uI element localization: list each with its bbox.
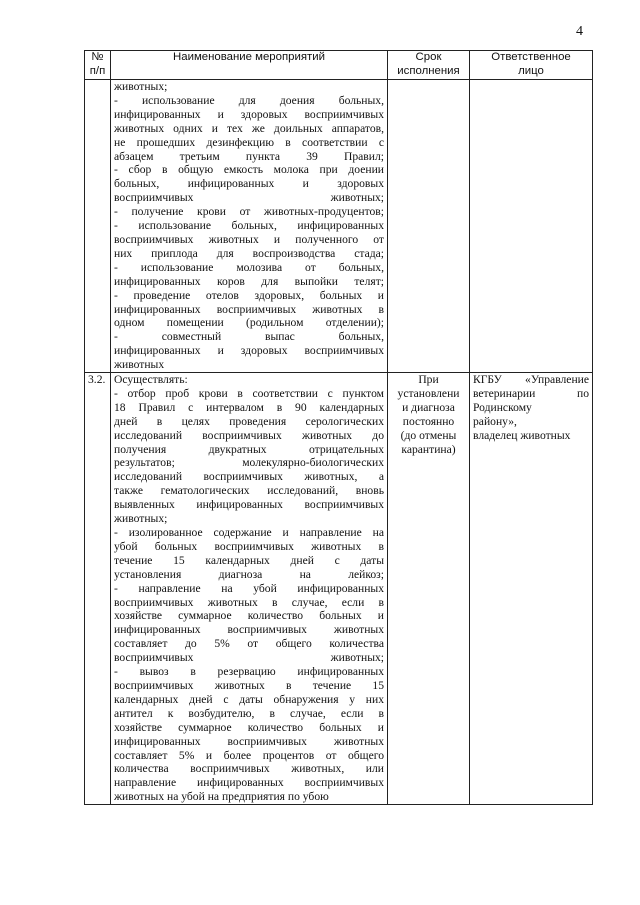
text-line: также гематологических исследований, вновь bbox=[114, 484, 384, 498]
text-line: календарных дней с даты обнаружения у них bbox=[114, 692, 384, 706]
text-line: инфицированных восприимчивых животных bbox=[114, 734, 384, 748]
text-line: Осуществлять: bbox=[114, 373, 188, 387]
text-line: хозяйстве суммарное количество больных и bbox=[114, 720, 384, 734]
header-responsible-line: лицо bbox=[518, 64, 544, 77]
text-line: инфицированных и здоровых восприимчивых bbox=[114, 344, 384, 358]
responsible-text bbox=[470, 80, 593, 373]
header-responsible bbox=[470, 51, 593, 80]
text-line: составляет до 5% от общего количества bbox=[114, 637, 384, 651]
text-line: инфицированных восприимчивых животных bbox=[114, 623, 384, 637]
text-line: убой больных восприимчивых животных в bbox=[114, 539, 384, 553]
text-line: животных одних и тех же доильных аппаратов, bbox=[114, 121, 384, 135]
text-line: инфицированных восприимчивых животных в bbox=[114, 302, 384, 316]
header-deadline-line: Срок bbox=[415, 51, 442, 63]
text-line: получения двукратных отрицательных bbox=[114, 442, 384, 456]
text-line: восприимчивых животных и полученного от bbox=[114, 232, 384, 246]
text-line: Родинскому bbox=[473, 400, 532, 414]
header-number-line: № bbox=[91, 51, 104, 63]
text-line: исследований восприимчивых животных, а bbox=[114, 470, 384, 484]
measures-table bbox=[84, 50, 593, 805]
text-line: восприимчивых животных; bbox=[114, 651, 384, 665]
header-deadline bbox=[388, 51, 470, 80]
measure-text bbox=[111, 373, 388, 805]
text-line: постоянно bbox=[402, 414, 455, 428]
header-responsible-line: Ответственное bbox=[491, 51, 571, 63]
text-line: больных, инфицированных и здоровых bbox=[114, 177, 384, 191]
text-line: району», bbox=[473, 414, 517, 428]
text-line: - сбор в общую емкость молока при доении bbox=[114, 163, 384, 177]
header-number-line: п/п bbox=[89, 64, 106, 77]
header-number bbox=[85, 51, 111, 80]
text-line: животных; bbox=[114, 512, 168, 526]
text-line: животных; bbox=[114, 80, 168, 93]
responsible-text bbox=[470, 373, 593, 805]
text-line: - использование больных, инфицированных bbox=[114, 219, 384, 233]
page-number: 4 bbox=[576, 24, 583, 39]
row-number: 3.2. bbox=[85, 373, 111, 805]
text-line: течение 15 календарных дней с даты bbox=[114, 553, 384, 567]
text-line: инфицированных и здоровых восприимчивых bbox=[114, 107, 384, 121]
text-line: 18 Правил с интервалом в 90 календарных bbox=[114, 400, 384, 414]
text-line: При bbox=[418, 373, 439, 387]
text-line: инфицированных коров для выпойки телят; bbox=[114, 274, 384, 288]
text-line: направление инфицированных восприимчивых bbox=[114, 776, 384, 790]
table-header-row bbox=[85, 51, 593, 80]
text-line: карантина) bbox=[401, 442, 456, 456]
text-line: восприимчивых животных; bbox=[114, 191, 384, 205]
text-line: них приплода для воспроизводства стада; bbox=[114, 246, 384, 260]
text-line: - вывоз в резервацию инфицированных bbox=[114, 665, 384, 679]
text-line: установлени bbox=[397, 386, 460, 400]
text-line: владелец животных bbox=[473, 428, 571, 442]
text-line: хозяйстве суммарное количество больных и bbox=[114, 609, 384, 623]
text-line: - проведение отелов здоровых, больных и bbox=[114, 288, 384, 302]
text-line: животных на убой на предприятия по убою bbox=[114, 790, 329, 804]
text-line: животных bbox=[114, 358, 165, 372]
text-line: (до отмены bbox=[400, 428, 457, 442]
text-line: - направление на убой инфицированных bbox=[114, 581, 384, 595]
text-line: количества восприимчивых животных, или bbox=[114, 762, 384, 776]
deadline-text bbox=[388, 373, 470, 805]
text-line: абзацем третьим пункта 39 Правил; bbox=[114, 149, 384, 163]
text-line: - изолированное содержание и направление на bbox=[114, 526, 384, 539]
text-line: - использование молозива от больных, bbox=[114, 260, 384, 274]
text-line: - использование для доения больных, bbox=[114, 93, 384, 107]
text-line: антител к возбудителю, в случае, если в bbox=[114, 706, 384, 720]
row-number bbox=[85, 80, 111, 373]
text-line: - отбор проб крови в соответствии с пунктом bbox=[114, 386, 384, 400]
text-line: и диагноза bbox=[402, 400, 455, 414]
text-line: - получение крови от животных-продуцентов; bbox=[114, 205, 384, 219]
deadline-text bbox=[388, 80, 470, 373]
measure-text bbox=[111, 80, 388, 373]
text-line: одном помещении (родильном отделении); bbox=[114, 316, 384, 330]
table-row bbox=[85, 373, 593, 805]
text-line: не прошедших дезинфекцию в соответствии с bbox=[114, 135, 384, 149]
table-row bbox=[85, 80, 593, 373]
text-line: КГБУ «Управление bbox=[473, 373, 589, 387]
header-measure-name: Наименование мероприятий bbox=[111, 51, 388, 80]
text-line: установления диагноза на лейкоз; bbox=[114, 567, 384, 581]
text-line: восприимчивых животных в течение 15 bbox=[114, 678, 384, 692]
text-line: результатов; молекулярно-биологических bbox=[114, 456, 384, 470]
text-line: дней в целях проведения серологических bbox=[114, 414, 384, 428]
text-line: - совместный выпас больных, bbox=[114, 330, 384, 344]
text-line: выявленных инфицированных восприимчивых bbox=[114, 498, 384, 512]
text-line: восприимчивых животных в случае, если в bbox=[114, 595, 384, 609]
text-line: исследований восприимчивых животных до bbox=[114, 428, 384, 442]
text-line: составляет 5% и более процентов от общего bbox=[114, 748, 384, 762]
text-line: ветеринарии по bbox=[473, 386, 589, 400]
header-deadline-line: исполнения bbox=[397, 64, 460, 77]
